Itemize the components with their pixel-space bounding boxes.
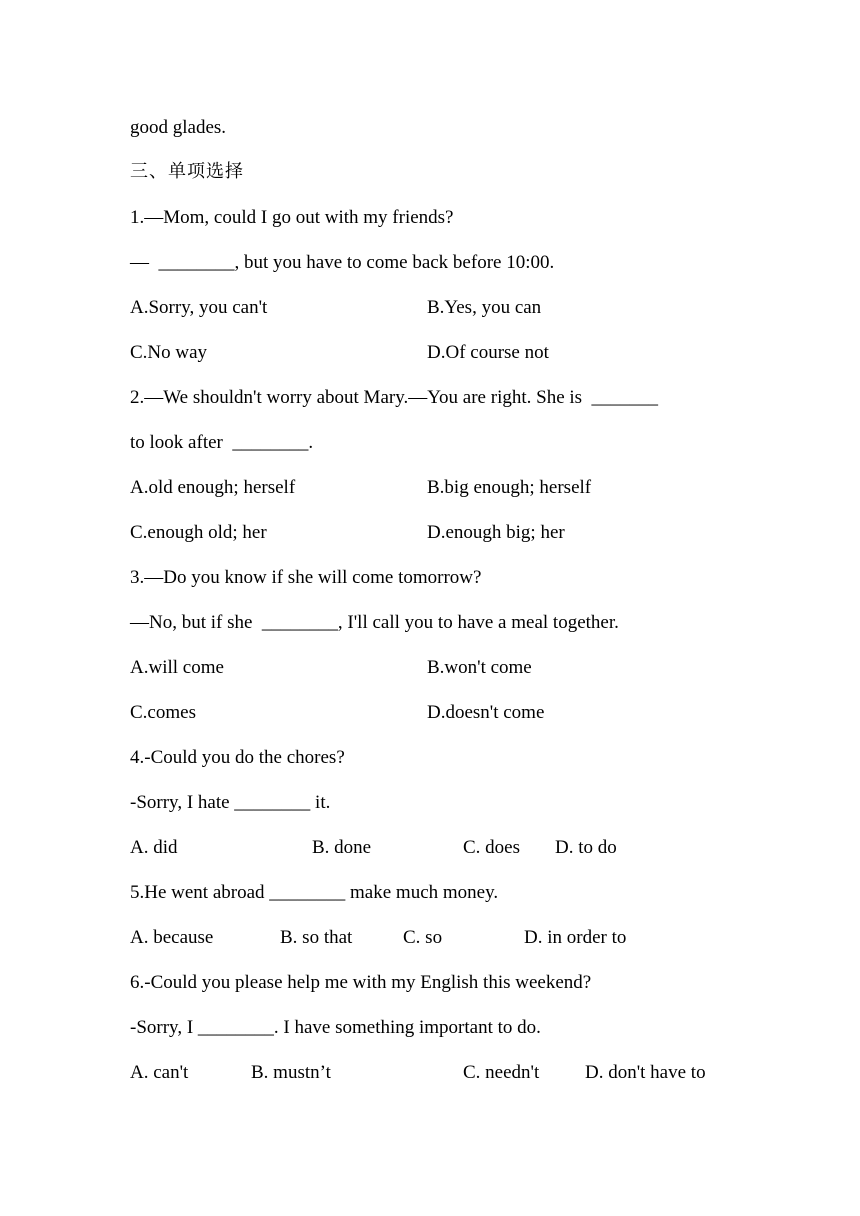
question-6-stem-line-1: 6.-Could you please help me with my English this weekend? (130, 972, 592, 993)
question-3-option-b: B.won't come (427, 657, 532, 678)
intro-text: good glades. (130, 117, 227, 138)
question-1-stem-line-1: 1.—Mom, could I go out with my friends? (130, 207, 454, 228)
question-3-stem-line-1: 3.—Do you know if she will come tomorrow? (130, 567, 482, 588)
question-5-option-a: A. because (130, 927, 214, 948)
question-4-option-a: A. did (130, 837, 178, 858)
question-4-option-b: B. done (312, 837, 372, 858)
question-5-option-c: C. so (403, 927, 443, 948)
question-4-stem-line-1: 4.-Could you do the chores? (130, 747, 345, 768)
question-2-option-d: D.enough big; her (427, 522, 565, 543)
question-1-option-c: C.No way (130, 342, 208, 363)
question-1-option-b: B.Yes, you can (427, 297, 542, 318)
question-3-option-d: D.doesn't come (427, 702, 545, 723)
question-6-stem-line-2: -Sorry, I ________. I have something important to do. (130, 1017, 541, 1038)
question-3-stem-line-2: —No, but if she ________, I'll call you to have a meal together. (130, 612, 619, 633)
question-6-option-c: C. needn't (463, 1062, 540, 1083)
question-1-stem-line-2: — ________, but you have to come back before 10:00. (130, 252, 555, 273)
question-6-option-a: A. can't (130, 1062, 189, 1083)
question-6-option-d: D. don't have to (585, 1062, 706, 1083)
question-6-option-b: B. mustn’t (251, 1062, 331, 1083)
question-4-option-c: C. does (463, 837, 520, 858)
question-3-option-a: A.will come (130, 657, 224, 678)
section-heading: 三、单项选择 (130, 161, 244, 182)
question-2-option-c: C.enough old; her (130, 522, 267, 543)
question-1-option-a: A.Sorry, you can't (130, 297, 268, 318)
question-1-option-d: D.Of course not (427, 342, 549, 363)
question-2-option-a: A.old enough; herself (130, 477, 296, 498)
question-4-stem-line-2: -Sorry, I hate ________ it. (130, 792, 331, 813)
question-5-option-b: B. so that (280, 927, 353, 948)
question-3-option-c: C.comes (130, 702, 196, 723)
question-5-stem-line-1: 5.He went abroad ________ make much money. (130, 882, 499, 903)
question-2-stem-line-2: to look after ________. (130, 432, 314, 453)
question-4-option-d: D. to do (555, 837, 617, 858)
question-5-option-d: D. in order to (524, 927, 627, 948)
question-2-stem-line-1: 2.—We shouldn't worry about Mary.—You are right. She is _______ (130, 387, 659, 408)
question-2-option-b: B.big enough; herself (427, 477, 592, 498)
